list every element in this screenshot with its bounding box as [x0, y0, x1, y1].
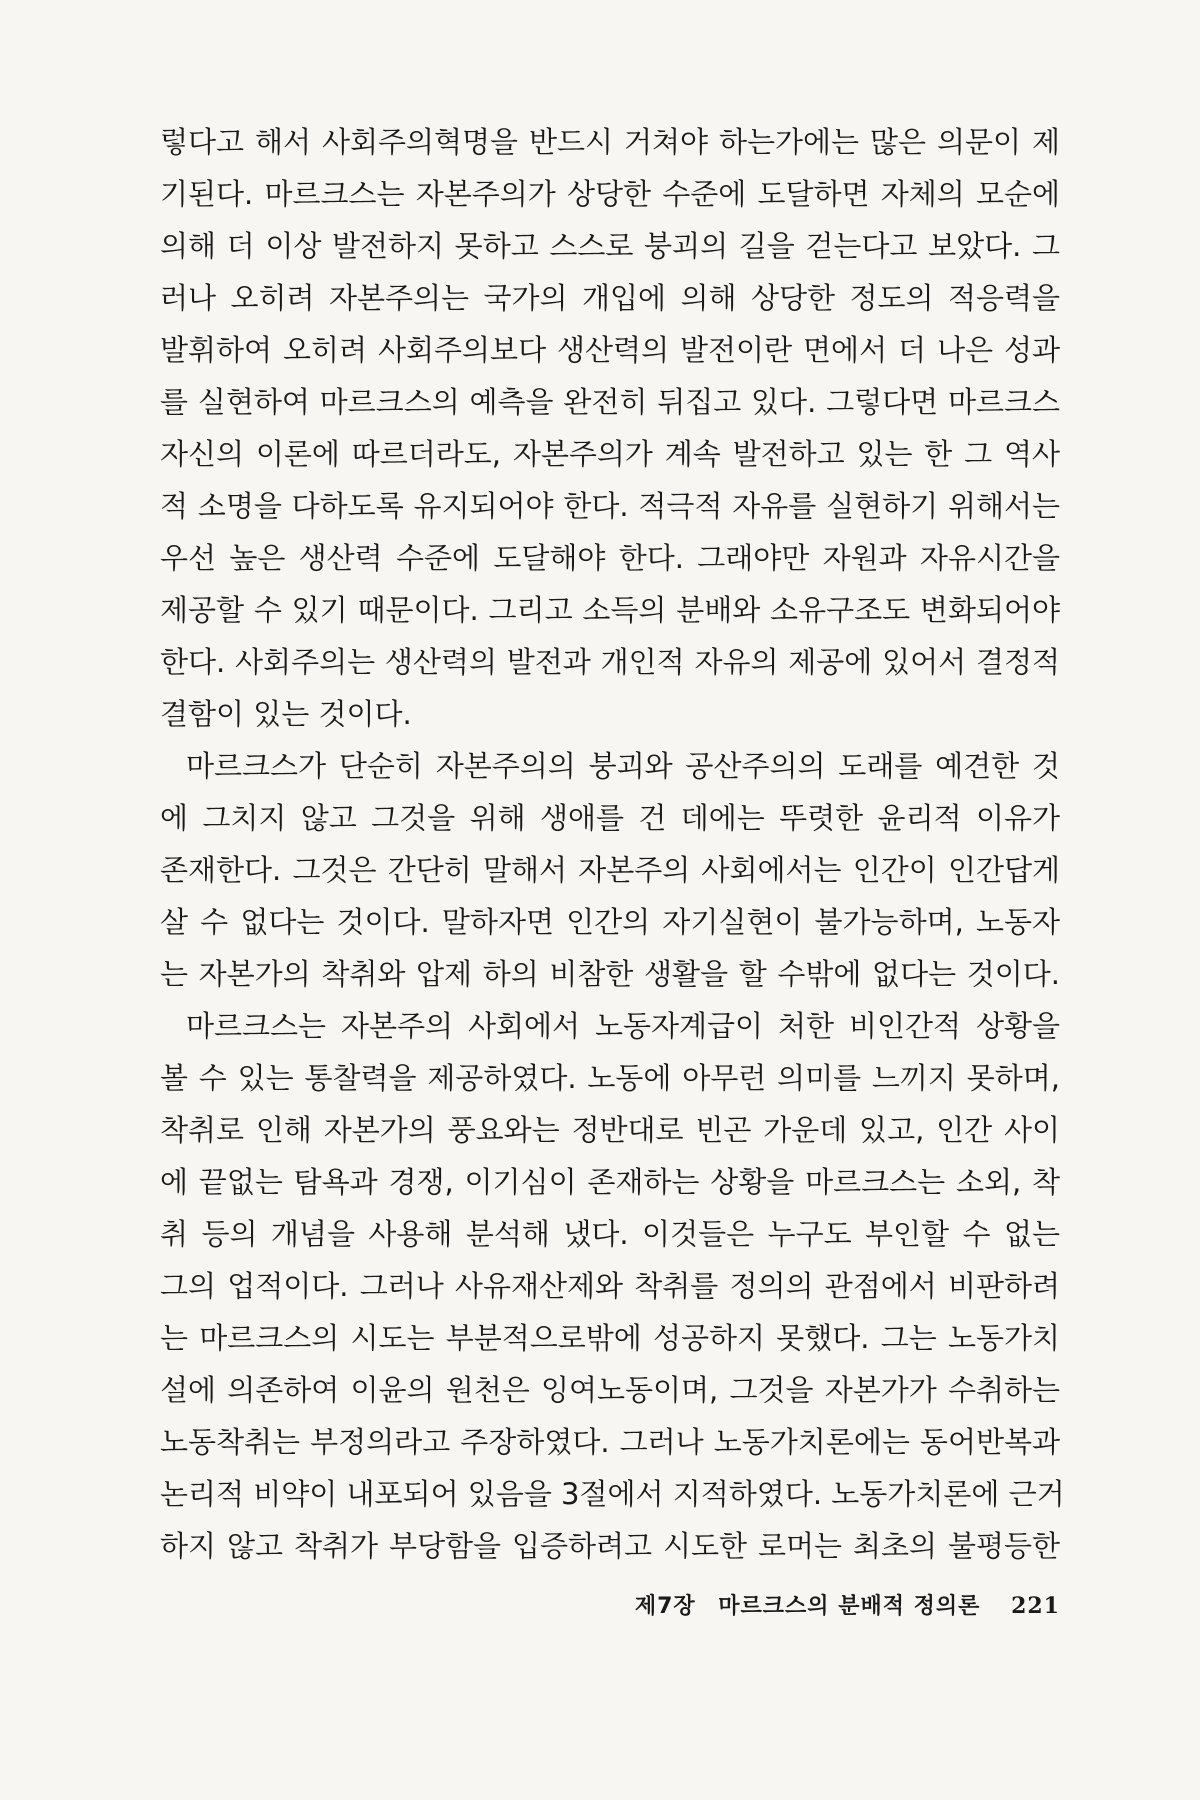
- page-number: 221: [1011, 1593, 1060, 1619]
- text-line: 는 마르크스의 시도는 부분적으로밖에 성공하지 못했다. 그는 노동가치: [160, 1321, 1060, 1355]
- text-line: 한다. 사회주의는 생산력의 발전과 개인적 자유의 제공에 있어서 결정적: [160, 645, 1060, 679]
- paragraph-start-line: 마르크스가 단순히 자본주의의 붕괴와 공산주의의 도래를 예견한 것: [186, 749, 1060, 783]
- text-line: 살 수 없다는 것이다. 말하자면 인간의 자기실현이 불가능하며, 노동자: [160, 905, 1060, 939]
- text-line: 의해 더 이상 발전하지 못하고 스스로 붕괴의 길을 걷는다고 보았다. 그: [160, 229, 1060, 263]
- text-line: 발휘하여 오히려 사회주의보다 생산력의 발전이란 면에서 더 나은 성과: [160, 333, 1060, 367]
- text-line: 노동착취는 부정의라고 주장하였다. 그러나 노동가치론에는 동어반복과: [160, 1425, 1060, 1459]
- text-line: 에 그치지 않고 그것을 위해 생애를 건 데에는 뚜렷한 윤리적 이유가: [160, 801, 1060, 835]
- footer-chapter: 제7장: [634, 1594, 696, 1619]
- text-line: 설에 의존하여 이윤의 원천은 잉여노동이며, 그것을 자본가가 수취하는: [160, 1373, 1060, 1407]
- footer-chapter-title: 마르크스의 분배적 정의론: [718, 1594, 981, 1619]
- text-line: 를 실현하여 마르크스의 예측을 완전히 뒤집고 있다. 그렇다면 마르크스: [160, 385, 1060, 419]
- text-line: 기된다. 마르크스는 자본주의가 상당한 수준에 도달하면 자체의 모순에: [160, 177, 1060, 211]
- text-line: 논리적 비약이 내포되어 있음을 3절에서 지적하였다. 노동가치론에 근거: [160, 1477, 1065, 1511]
- paragraph-start-line: 마르크스는 자본주의 사회에서 노동자계급이 처한 비인간적 상황을: [186, 1009, 1060, 1043]
- text-line: 하지 않고 착취가 부당함을 입증하려고 시도한 로머는 최초의 불평등한: [160, 1529, 1060, 1563]
- text-line: 그의 업적이다. 그러나 사유재산제와 착취를 정의의 관점에서 비판하려: [160, 1269, 1060, 1303]
- text-line: 존재한다. 그것은 간단히 말해서 자본주의 사회에서는 인간이 인간답게: [160, 853, 1060, 887]
- body-text: [160, 116, 1065, 1572]
- text-line: 결함이 있는 것이다.: [160, 697, 412, 731]
- running-footer: [580, 1586, 1060, 1626]
- text-line: 는 자본가의 착취와 압제 하의 비참한 생활을 할 수밖에 없다는 것이다.: [160, 957, 1060, 991]
- text-line: 취 등의 개념을 사용해 분석해 냈다. 이것들은 누구도 부인할 수 없는: [160, 1217, 1060, 1251]
- text-line: 우선 높은 생산력 수준에 도달해야 한다. 그래야만 자원과 자유시간을: [160, 541, 1060, 575]
- text-line: 자신의 이론에 따르더라도, 자본주의가 계속 발전하고 있는 한 그 역사: [160, 437, 1060, 471]
- text-line: 렇다고 해서 사회주의혁명을 반드시 거쳐야 하는가에는 많은 의문이 제: [160, 125, 1060, 159]
- text-line: 에 끝없는 탐욕과 경쟁, 이기심이 존재하는 상황을 마르크스는 소외, 착: [160, 1165, 1060, 1199]
- text-line: 적 소명을 다하도록 유지되어야 한다. 적극적 자유를 실현하기 위해서는: [160, 489, 1060, 523]
- text-line: 착취로 인해 자본가의 풍요와는 정반대로 빈곤 가운데 있고, 인간 사이: [160, 1113, 1060, 1147]
- text-line: 러나 오히려 자본주의는 국가의 개입에 의해 상당한 정도의 적응력을: [160, 281, 1060, 315]
- text-line: 볼 수 있는 통찰력을 제공하였다. 노동에 아무런 의미를 느끼지 못하며,: [160, 1061, 1060, 1095]
- text-line: 제공할 수 있기 때문이다. 그리고 소득의 분배와 소유구조도 변화되어야: [160, 593, 1060, 627]
